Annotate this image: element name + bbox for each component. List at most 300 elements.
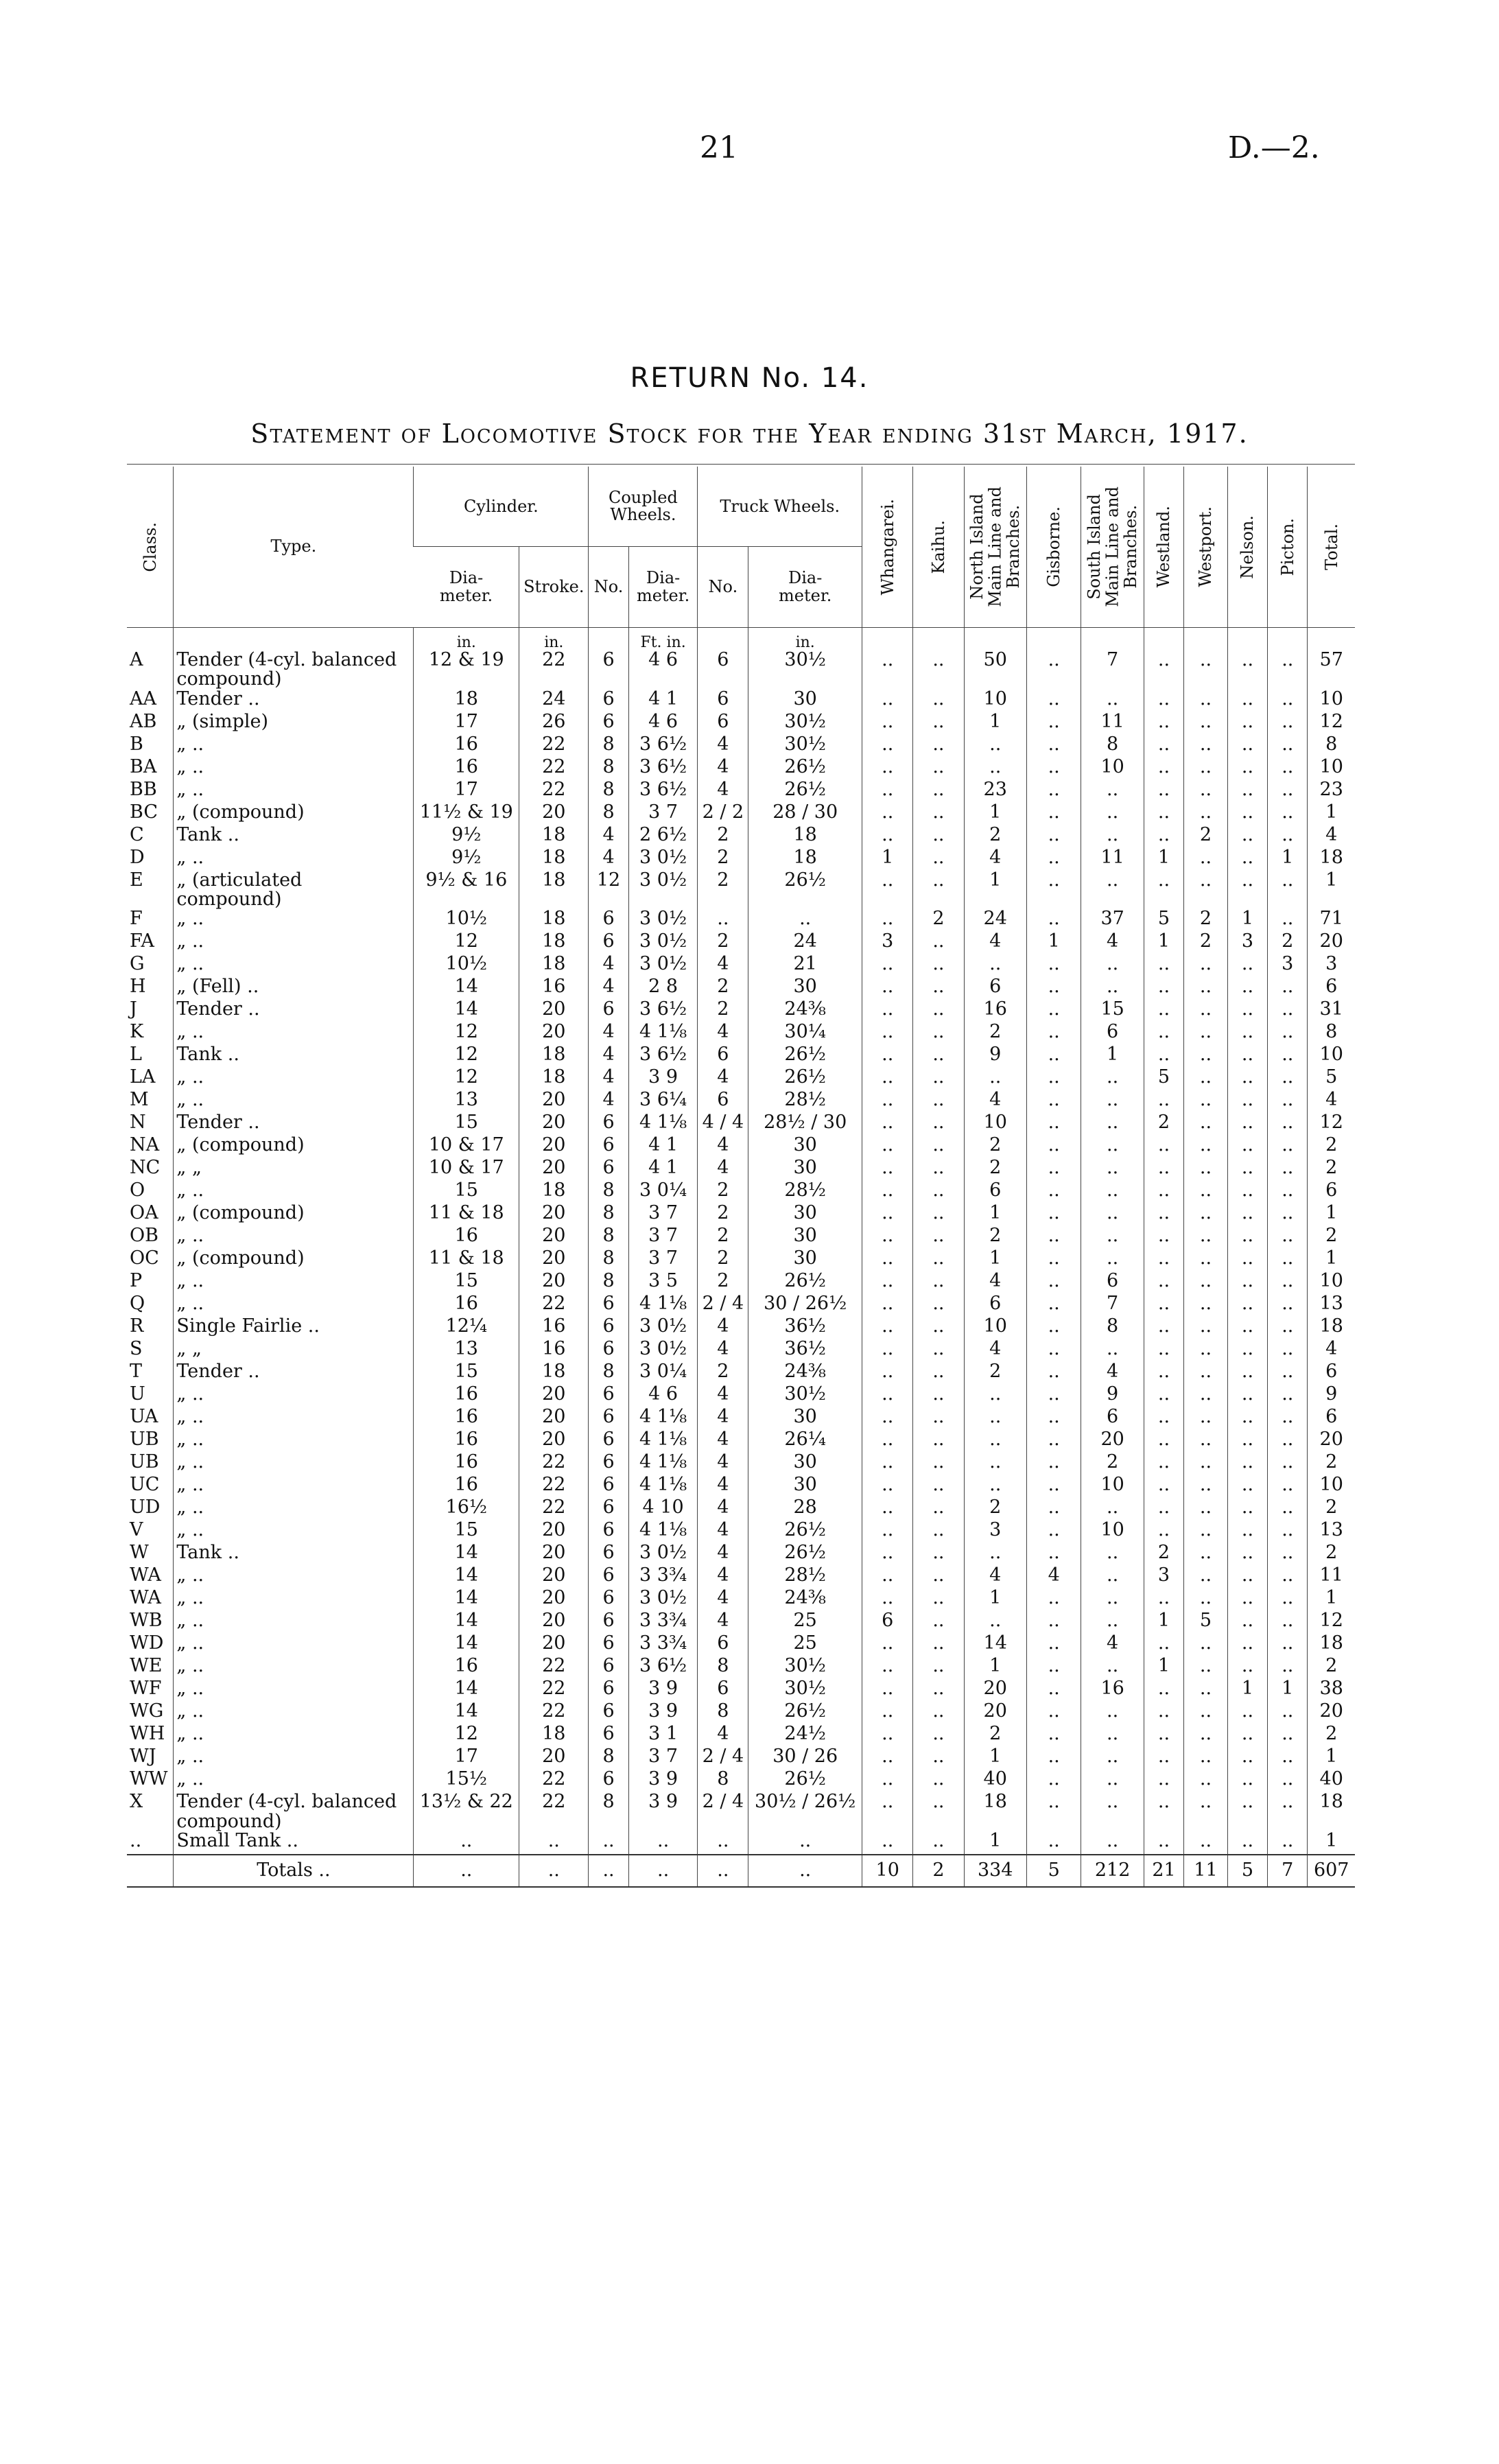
table-row (127, 735, 1355, 758)
truck-number-cell: 2 (698, 932, 748, 954)
total-cell: 6 (1308, 977, 1355, 1000)
kaihu-cell: .. (913, 1045, 964, 1068)
kaihu-cell: .. (913, 1747, 964, 1770)
truck-diameter-cell: 30 / 26½ (748, 1294, 862, 1317)
coupled-number-cell: 6 (589, 1702, 628, 1724)
totals-cell: .. (698, 1855, 748, 1886)
south-island-cell: 7 (1081, 1294, 1144, 1317)
gisborne-cell: .. (1026, 1702, 1081, 1724)
unit-label: in. (748, 628, 862, 651)
gisborne-cell: .. (1026, 1407, 1081, 1430)
cylinder-diameter-cell: 10½ (414, 954, 519, 977)
total-cell: 10 (1308, 1475, 1355, 1498)
totals-north-island: 334 (964, 1855, 1026, 1886)
truck-diameter-cell: .. (748, 1831, 862, 1855)
westport-cell: .. (1184, 1831, 1228, 1855)
truck-number-cell: 6 (698, 650, 748, 690)
westland-cell: .. (1144, 1831, 1183, 1855)
gisborne-cell: .. (1026, 977, 1081, 1000)
westland-cell: .. (1144, 1475, 1183, 1498)
type-cell: „ .. (174, 954, 414, 977)
type-header: Type. (174, 467, 414, 628)
total-cell: 1 (1308, 1588, 1355, 1611)
class-cell: AA (130, 688, 156, 709)
picton-cell: .. (1268, 909, 1308, 932)
type-cell: „ .. (174, 1068, 414, 1090)
stroke-cell: 18 (519, 932, 589, 954)
truck-diameter-cell: 30 (748, 1453, 862, 1475)
south-island-cell: .. (1081, 1588, 1144, 1611)
westport-cell: .. (1184, 977, 1228, 1000)
truck-number-cell: 4 (698, 1588, 748, 1611)
picton-cell: .. (1268, 1045, 1308, 1068)
kaihu-cell: .. (913, 1181, 964, 1204)
kaihu-cell: .. (913, 1000, 964, 1022)
truck-diameter-cell: 26½ (748, 1068, 862, 1090)
nelson-cell: .. (1227, 1407, 1267, 1430)
truck-diameter-cell: 24⅜ (748, 1588, 862, 1611)
gisborne-cell: .. (1026, 1588, 1081, 1611)
westland-cell: .. (1144, 712, 1183, 735)
whangarei-cell: 6 (862, 1611, 913, 1634)
table-row (127, 803, 1355, 825)
south-island-cell: 10 (1081, 1521, 1144, 1543)
westland-cell: .. (1144, 1204, 1183, 1226)
gisborne-cell: .. (1026, 1770, 1081, 1792)
westport-cell: .. (1184, 1204, 1228, 1226)
picton-cell: .. (1268, 1271, 1308, 1294)
truck-diameter-cell: 26½ (748, 1521, 862, 1543)
truck-diameter-cell: 28½ (748, 1181, 862, 1204)
north-island-cell: 2 (964, 1724, 1026, 1747)
truck-number-cell: 4 (698, 1136, 748, 1158)
class-cell: D (130, 846, 145, 868)
type-cell: „ .. (174, 1407, 414, 1430)
nelson-cell: .. (1227, 1634, 1267, 1656)
truck-diameter-cell: 30¼ (748, 1022, 862, 1045)
picton-cell: .. (1268, 1498, 1308, 1521)
coupled-number-cell: 8 (589, 758, 628, 780)
class-header: Class. (127, 467, 174, 628)
south-island-cell: 37 (1081, 909, 1144, 932)
truck-diameter-cell: 26½ (748, 871, 862, 910)
nelson-cell: .. (1227, 803, 1267, 825)
type-cell: „ .. (174, 780, 414, 803)
table-row (127, 1566, 1355, 1588)
westland-cell: .. (1144, 1792, 1183, 1831)
nelson-cell: .. (1227, 1045, 1267, 1068)
westport-cell: .. (1184, 1407, 1228, 1430)
class-cell: L (130, 1044, 142, 1066)
south-island-cell: 15 (1081, 1000, 1144, 1022)
nelson-cell: .. (1227, 1453, 1267, 1475)
truck-number-cell: 8 (698, 1656, 748, 1679)
coupled-number-cell: 6 (589, 1339, 628, 1362)
kaihu-cell: .. (913, 1498, 964, 1521)
gisborne-cell: .. (1026, 1611, 1081, 1634)
gisborne-cell: .. (1026, 712, 1081, 735)
north-island-cell: 1 (964, 1747, 1026, 1770)
type-cell: „ .. (174, 1090, 414, 1113)
truck-diameter-cell: 26½ (748, 1543, 862, 1566)
coupled-diameter-cell: 3 3¾ (628, 1566, 698, 1588)
type-cell: „ .. (174, 1611, 414, 1634)
south-island-cell: 11 (1081, 848, 1144, 871)
north-island-cell: .. (964, 954, 1026, 977)
class-cell: O (130, 1180, 145, 1201)
nelson-cell: .. (1227, 735, 1267, 758)
coupled-number-cell: 8 (589, 1362, 628, 1385)
coupled-number-cell: 8 (589, 735, 628, 758)
type-cell: Single Fairlie .. (174, 1317, 414, 1339)
table-row (127, 1792, 1355, 1831)
truck-number-cell: 4 (698, 1566, 748, 1588)
class-cell: OC (130, 1247, 159, 1269)
picton-cell: .. (1268, 1724, 1308, 1747)
table-row (127, 1317, 1355, 1339)
north-island-cell: 2 (964, 1022, 1026, 1045)
nelson-cell: .. (1227, 1294, 1267, 1317)
nelson-cell: .. (1227, 712, 1267, 735)
type-cell: Tank .. (174, 1543, 414, 1566)
south-island-cell: 10 (1081, 1475, 1144, 1498)
westland-cell: .. (1144, 1136, 1183, 1158)
class-cell: C (130, 823, 144, 845)
nelson-cell: .. (1227, 1656, 1267, 1679)
north-island-cell: 6 (964, 977, 1026, 1000)
cylinder-diameter-cell: 9½ (414, 848, 519, 871)
coupled-diameter-cell: 3 0½ (628, 1317, 698, 1339)
cylinder-diameter-cell: 10 & 17 (414, 1136, 519, 1158)
westport-cell: .. (1184, 1362, 1228, 1385)
picton-cell: .. (1268, 690, 1308, 712)
kaihu-cell: .. (913, 650, 964, 690)
south-island-cell: .. (1081, 825, 1144, 848)
table-row (127, 1181, 1355, 1204)
cylinder-diameter-cell: 12¼ (414, 1317, 519, 1339)
type-cell: „ „ (174, 1158, 414, 1181)
coupled-diameter-cell: 4 1⅛ (628, 1430, 698, 1453)
type-cell: „ .. (174, 758, 414, 780)
south-island-cell: 1 (1081, 1045, 1144, 1068)
stroke-cell: 20 (519, 1158, 589, 1181)
north-island-cell: 18 (964, 1792, 1026, 1831)
nelson-cell: .. (1227, 1611, 1267, 1634)
coupled-number-cell: 12 (589, 871, 628, 910)
truck-number-cell: 2 (698, 825, 748, 848)
stroke-cell: .. (519, 1831, 589, 1855)
whangarei-cell: .. (862, 1158, 913, 1181)
north-island-cell: 23 (964, 780, 1026, 803)
whangarei-cell: .. (862, 1294, 913, 1317)
coupled-number-cell: 6 (589, 1679, 628, 1702)
truck-diameter-cell: 25 (748, 1611, 862, 1634)
table-row (127, 1770, 1355, 1792)
kaihu-cell: 2 (913, 909, 964, 932)
picton-cell: .. (1268, 1090, 1308, 1113)
picton-cell: .. (1268, 1588, 1308, 1611)
gisborne-cell: .. (1026, 1339, 1081, 1362)
coupled-number-cell: 6 (589, 690, 628, 712)
coupled-diameter-cell: 4 10 (628, 1498, 698, 1521)
coupled-diameter-cell: 2 6½ (628, 825, 698, 848)
class-cell: OA (130, 1202, 158, 1224)
south-island-cell: .. (1081, 1611, 1144, 1634)
coupled-number-cell: 8 (589, 1226, 628, 1249)
coupled-number-cell: 6 (589, 1000, 628, 1022)
type-cell: „ (compound) (174, 1204, 414, 1226)
stroke-cell: 18 (519, 1362, 589, 1385)
truck-number-cell: 6 (698, 1045, 748, 1068)
gisborne-cell: .. (1026, 1792, 1081, 1831)
nelson-cell: .. (1227, 690, 1267, 712)
coupled-diameter-cell: 3 6½ (628, 735, 698, 758)
class-cell: S (130, 1338, 143, 1360)
truck-number-cell: 6 (698, 690, 748, 712)
coupled-diameter-cell: 3 6½ (628, 780, 698, 803)
total-cell: 20 (1308, 1430, 1355, 1453)
totals-cell: .. (414, 1855, 519, 1886)
table-row (127, 1226, 1355, 1249)
type-cell: „ .. (174, 1430, 414, 1453)
gisborne-cell: .. (1026, 1543, 1081, 1566)
total-cell: 10 (1308, 1045, 1355, 1068)
westland-cell: .. (1144, 825, 1183, 848)
north-island-cell: 1 (964, 1656, 1026, 1679)
class-cell: T (130, 1361, 143, 1383)
westland-cell: 3 (1144, 1566, 1183, 1588)
coupled-number-cell: 8 (589, 1204, 628, 1226)
picton-cell: .. (1268, 1181, 1308, 1204)
cylinder-diameter-cell: 15 (414, 1362, 519, 1385)
stroke-cell: 22 (519, 780, 589, 803)
westport-cell: .. (1184, 1724, 1228, 1747)
north-island-cell: 20 (964, 1702, 1026, 1724)
total-cell: 18 (1308, 1792, 1355, 1831)
cylinder-diameter-cell: 14 (414, 1000, 519, 1022)
south-island-cell: 20 (1081, 1430, 1144, 1453)
westport-cell: .. (1184, 803, 1228, 825)
westland-cell: .. (1144, 1634, 1183, 1656)
westport-cell: .. (1184, 1294, 1228, 1317)
kaihu-cell: .. (913, 1068, 964, 1090)
class-cell: WD (130, 1632, 164, 1654)
north-island-cell: 14 (964, 1634, 1026, 1656)
cylinder-diameter-cell: 12 (414, 1068, 519, 1090)
total-cell: 9 (1308, 1385, 1355, 1407)
class-cell: NC (130, 1157, 161, 1179)
cylinder-diameter-cell: 12 (414, 1045, 519, 1068)
gisborne-cell: .. (1026, 1113, 1081, 1136)
coupled-diameter-cell: 3 7 (628, 1249, 698, 1271)
north-island-cell: .. (964, 1543, 1026, 1566)
kaihu-cell: .. (913, 1090, 964, 1113)
gisborne-cell: .. (1026, 1747, 1081, 1770)
kaihu-cell: .. (913, 1792, 964, 1831)
south-island-cell: .. (1081, 1181, 1144, 1204)
class-cell: N (130, 1112, 146, 1134)
locomotive-stock-table (127, 467, 1355, 1888)
kaihu-cell: .. (913, 803, 964, 825)
truck-number-cell: 2 (698, 871, 748, 910)
stroke-cell: 22 (519, 1656, 589, 1679)
coupled-diameter-cell: 3 9 (628, 1770, 698, 1792)
whangarei-cell: .. (862, 735, 913, 758)
cylinder-diameter-cell: 14 (414, 1566, 519, 1588)
totals-south-island: 212 (1081, 1855, 1144, 1886)
westland-cell: .. (1144, 758, 1183, 780)
stroke-cell: 20 (519, 1249, 589, 1271)
westland-cell: .. (1144, 871, 1183, 910)
total-cell: 71 (1308, 909, 1355, 932)
gisborne-cell: .. (1026, 871, 1081, 910)
nelson-cell: .. (1227, 954, 1267, 977)
truck-diameter-cell: 30½ (748, 712, 862, 735)
gisborne-cell: .. (1026, 848, 1081, 871)
table-row (127, 1543, 1355, 1566)
kaihu-cell: .. (913, 1136, 964, 1158)
north-island-cell: 16 (964, 1000, 1026, 1022)
truck-diameter-cell: 24⅜ (748, 1362, 862, 1385)
westport-cell: 2 (1184, 909, 1228, 932)
stroke-cell: 20 (519, 803, 589, 825)
picton-cell: .. (1268, 1702, 1308, 1724)
nelson-cell: .. (1227, 1385, 1267, 1407)
stroke-cell: 20 (519, 1611, 589, 1634)
truck-diameter-cell: 28½ / 30 (748, 1113, 862, 1136)
truck-diameter-cell: 36½ (748, 1339, 862, 1362)
cylinder-diameter-cell: 12 & 19 (414, 650, 519, 690)
picton-cell: 2 (1268, 932, 1308, 954)
total-cell: 2 (1308, 1656, 1355, 1679)
truck-diameter-cell: 30½ (748, 1679, 862, 1702)
stroke-cell: 22 (519, 1679, 589, 1702)
table-row (127, 1294, 1355, 1317)
whangarei-cell: .. (862, 1679, 913, 1702)
whangarei-cell: .. (862, 1113, 913, 1136)
gisborne-cell: .. (1026, 1317, 1081, 1339)
table-row (127, 1831, 1355, 1855)
north-island-cell: 50 (964, 650, 1026, 690)
totals-whangarei: 10 (862, 1855, 913, 1886)
truck-number-cell: 2 (698, 1226, 748, 1249)
truck-diameter-cell: 26¼ (748, 1430, 862, 1453)
kaihu-cell: .. (913, 1588, 964, 1611)
westland-cell: 1 (1144, 1656, 1183, 1679)
kaihu-cell: .. (913, 1611, 964, 1634)
truck-diameter-cell: 24½ (748, 1724, 862, 1747)
truck-number-cell: 4 (698, 735, 748, 758)
south-island-cell: 4 (1081, 1634, 1144, 1656)
truck-diameter-cell: 30 (748, 1249, 862, 1271)
nelson-cell: .. (1227, 1724, 1267, 1747)
total-cell: 31 (1308, 1000, 1355, 1022)
truck-number-cell: 4 (698, 1453, 748, 1475)
picton-cell: .. (1268, 1770, 1308, 1792)
westland-cell: .. (1144, 1498, 1183, 1521)
class-cell: OB (130, 1225, 158, 1247)
nelson-cell: .. (1227, 1181, 1267, 1204)
coupled-diameter-cell: 4 1⅛ (628, 1022, 698, 1045)
truck-number-cell: 4 / 4 (698, 1113, 748, 1136)
whangarei-cell: .. (862, 690, 913, 712)
westland-cell: .. (1144, 1724, 1183, 1747)
westland-cell: 1 (1144, 932, 1183, 954)
truck-number-cell: 2 / 4 (698, 1792, 748, 1831)
north-island-cell: 1 (964, 712, 1026, 735)
truck-diameter-cell: 30 (748, 1136, 862, 1158)
westland-cell: .. (1144, 1407, 1183, 1430)
picton-cell: 1 (1268, 1679, 1308, 1702)
type-cell: „ .. (174, 1271, 414, 1294)
north-island-cell: 2 (964, 1136, 1026, 1158)
class-cell: W (130, 1542, 149, 1564)
type-cell: „ .. (174, 909, 414, 932)
truck-number-cell: 6 (698, 712, 748, 735)
picton-cell: .. (1268, 1000, 1308, 1022)
coupled-diameter-cell: 4 1⅛ (628, 1521, 698, 1543)
truck-diameter-cell: 18 (748, 825, 862, 848)
type-cell: Tender .. (174, 690, 414, 712)
picton-cell: .. (1268, 871, 1308, 910)
south-island-cell: .. (1081, 1249, 1144, 1271)
gisborne-cell: .. (1026, 1000, 1081, 1022)
north-island-cell: 40 (964, 1770, 1026, 1792)
south-island-cell: .. (1081, 954, 1144, 977)
coupled-number-cell: 6 (589, 1475, 628, 1498)
total-cell: 4 (1308, 1090, 1355, 1113)
westland-cell: .. (1144, 1090, 1183, 1113)
class-cell: M (130, 1089, 149, 1111)
stroke-cell: 18 (519, 848, 589, 871)
south-island-cell: .. (1081, 1204, 1144, 1226)
whangarei-cell: .. (862, 1271, 913, 1294)
whangarei-cell: .. (862, 758, 913, 780)
gisborne-cell: .. (1026, 690, 1081, 712)
westport-cell: .. (1184, 1770, 1228, 1792)
totals-picton: 7 (1268, 1855, 1308, 1886)
table-row (127, 712, 1355, 735)
nelson-cell: .. (1227, 1204, 1267, 1226)
whangarei-cell: .. (862, 1022, 913, 1045)
whangarei-cell: .. (862, 1702, 913, 1724)
north-island-cell: .. (964, 1407, 1026, 1430)
westport-cell: .. (1184, 1498, 1228, 1521)
truck-diameter-cell: 28 / 30 (748, 803, 862, 825)
total-cell: 18 (1308, 1634, 1355, 1656)
stroke-cell: 20 (519, 1407, 589, 1430)
type-cell: Tender .. (174, 1362, 414, 1385)
cylinder-diameter-cell: 10½ (414, 909, 519, 932)
westland-cell: .. (1144, 977, 1183, 1000)
whangarei-header: Whangarei. (862, 467, 913, 628)
type-cell: „ .. (174, 1475, 414, 1498)
cylinder-diameter-cell: 14 (414, 1543, 519, 1566)
table-row (127, 1588, 1355, 1611)
truck-diameter-cell: 30 (748, 1226, 862, 1249)
coupled-diameter-cell: 3 0½ (628, 1543, 698, 1566)
truck-diameter-cell: 28½ (748, 1566, 862, 1588)
whangarei-cell: .. (862, 1747, 913, 1770)
whangarei-cell: .. (862, 1588, 913, 1611)
truck-diameter-cell: 30 (748, 977, 862, 1000)
kaihu-cell: .. (913, 1831, 964, 1855)
truck-diameter-cell: 30 / 26 (748, 1747, 862, 1770)
westport-cell: .. (1184, 1181, 1228, 1204)
north-island-cell: .. (964, 1475, 1026, 1498)
total-cell: 10 (1308, 1271, 1355, 1294)
cylinder-diameter-cell: 16 (414, 1656, 519, 1679)
